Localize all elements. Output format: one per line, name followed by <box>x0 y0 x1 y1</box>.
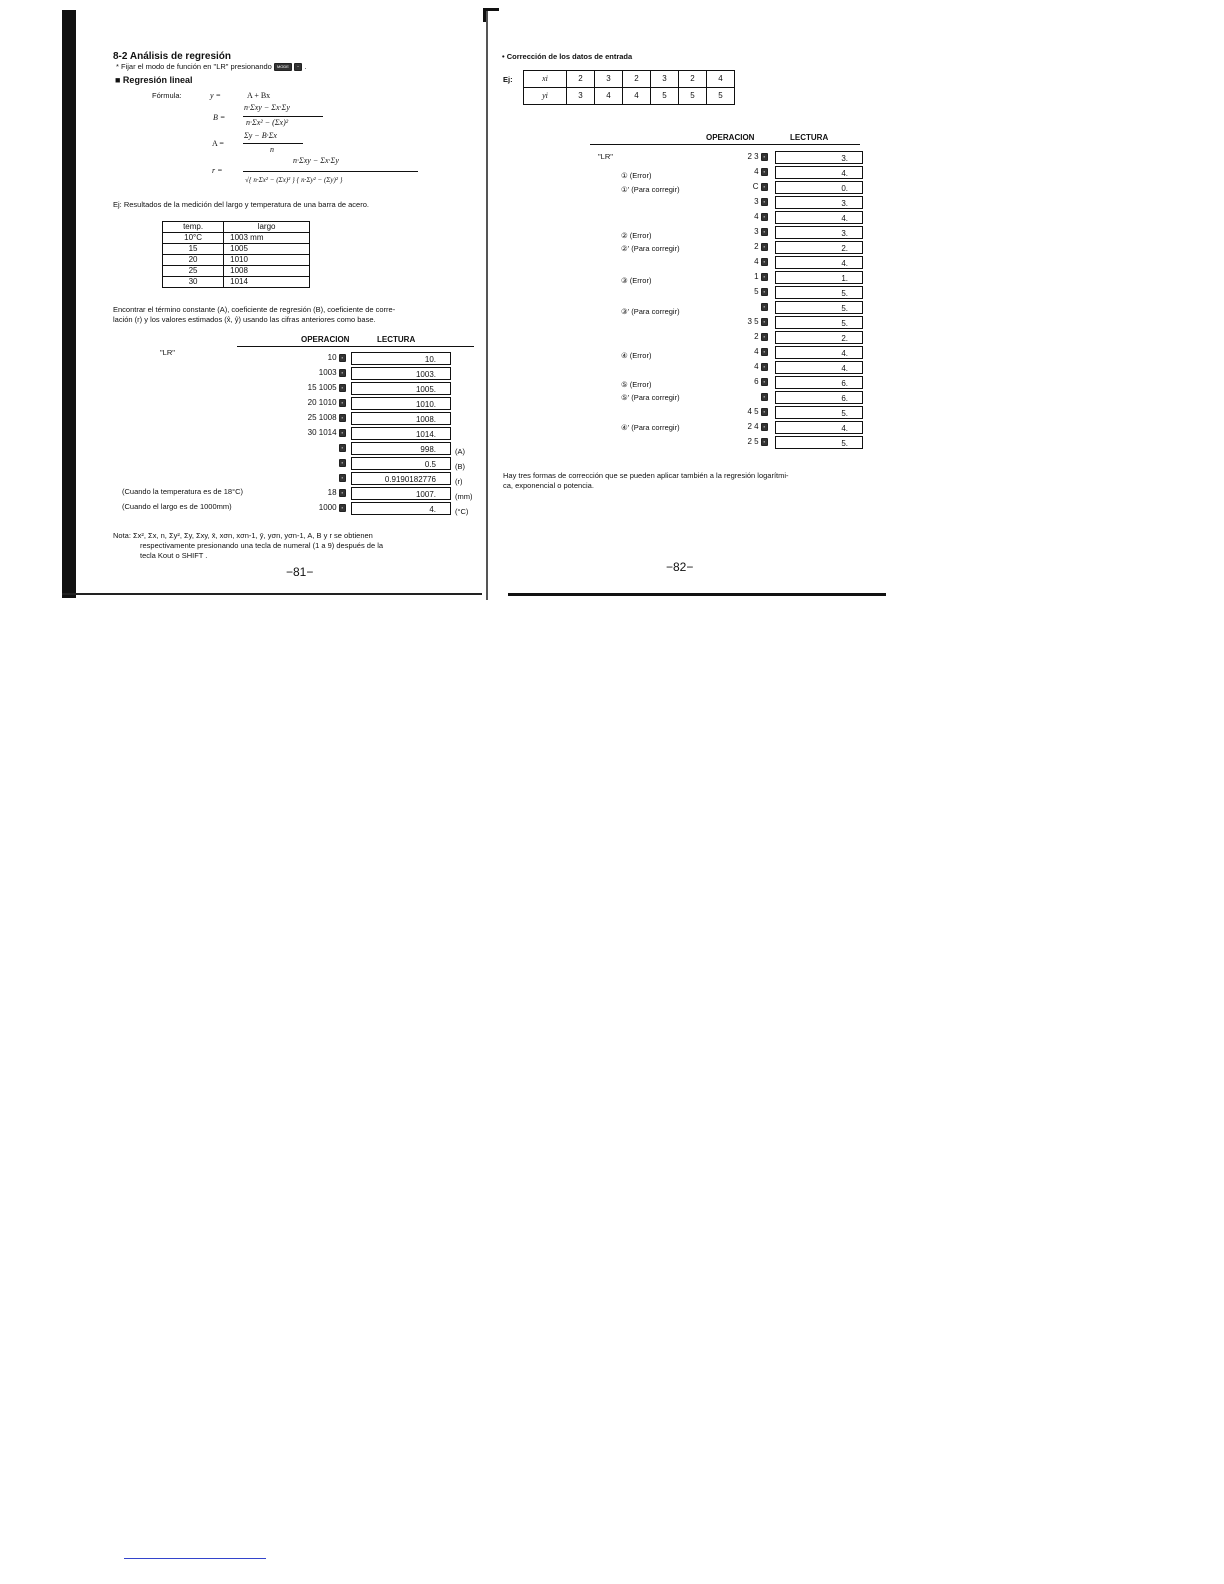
calculator-key-icon: ▪ <box>761 243 768 251</box>
reading-display: 4. <box>775 256 863 269</box>
note-line-2: respectivamente presionando una tecla de numeral (1 a 9) después de la <box>140 541 384 550</box>
row-label-xi: xi <box>524 71 567 88</box>
table-cell: 3 <box>651 71 679 88</box>
calculator-key-icon: ▪ <box>761 393 768 401</box>
reading-display: 4. <box>775 346 863 359</box>
calculator-key-icon: ▪ <box>761 408 768 416</box>
formula-a-lhs: A = <box>212 139 224 148</box>
instruction-line-2: lación (r) y los valores estimados (x̂, ŷ) usando las cifras anteriores como base. <box>113 315 376 324</box>
comment: ③ (Error) <box>621 276 652 285</box>
minus-key-icon: − <box>294 63 302 71</box>
operation-keys <box>754 362 768 371</box>
table-cell: 4 <box>707 71 735 88</box>
operation-text: 25 1008 <box>307 413 337 422</box>
reading-display: 3. <box>775 151 863 164</box>
fraction-bar <box>243 143 303 144</box>
operation-keys <box>754 347 768 356</box>
table-cell: 1010 <box>224 255 310 266</box>
calculator-key-icon: ▪ <box>761 303 768 311</box>
unit-label: (mm) <box>455 492 473 501</box>
operation-keys <box>319 503 346 512</box>
comment: ② (Error) <box>621 231 652 240</box>
reading-display: 5. <box>775 286 863 299</box>
unit-label: (°C) <box>455 507 469 516</box>
reading-display: 5. <box>775 406 863 419</box>
subsection-title: ■ Regresión lineal <box>115 75 193 85</box>
bottom-rule <box>62 593 482 595</box>
reading-display: 4. <box>775 361 863 374</box>
operation-keys <box>747 152 768 161</box>
comment: ②' (Para corregir) <box>621 244 680 253</box>
operation-keys <box>308 413 346 422</box>
formula-r-lhs: r = <box>212 166 223 175</box>
operation-keys <box>754 167 768 176</box>
page-divider <box>486 10 488 600</box>
operation-text: 4 <box>754 362 759 371</box>
comment: ⑤ (Error) <box>621 380 652 389</box>
row-label-yi: yi <box>524 88 567 105</box>
operation-text: 2 <box>754 332 759 341</box>
note-line-3: tecla Kout o SHIFT . <box>140 551 208 560</box>
comment-length: (Cuando el largo es de 1000mm) <box>122 502 232 511</box>
comment: ① (Error) <box>621 171 652 180</box>
reading-header: LECTURA <box>790 133 829 142</box>
operation-text: 4 <box>754 167 759 176</box>
reading-display: 1010. <box>351 397 451 410</box>
calculator-key-icon: ▪ <box>761 348 768 356</box>
example-label: Ej: <box>503 75 513 84</box>
operation-keys <box>747 317 768 326</box>
table-cell: 1008 <box>224 266 310 277</box>
formula-b-num: n·Σxy − Σx·Σy <box>244 103 290 112</box>
operation-text: 30 1014 <box>307 428 337 437</box>
operation-keys <box>747 407 768 416</box>
calculator-key-icon: ▪ <box>761 333 768 341</box>
formula-label: Fórmula: <box>152 91 182 100</box>
operation-header: OPERACION <box>301 335 350 344</box>
calculator-key-icon: ▪ <box>761 168 768 176</box>
comment: ①' (Para corregir) <box>621 185 680 194</box>
calculator-key-icon: ▪ <box>761 438 768 446</box>
formula-r-num: n·Σxy − Σx·Σy <box>293 156 339 165</box>
reading-display: 2. <box>775 241 863 254</box>
operation-text: 2 <box>754 242 759 251</box>
footnote-rule <box>124 1558 266 1559</box>
operation-keys <box>754 257 768 266</box>
mode-note: * Fijar el modo de función en "LR" presionando MODE − . <box>116 62 307 71</box>
operation-text: 15 1005 <box>307 383 337 392</box>
operation-text: 4 <box>754 347 759 356</box>
operation-keys <box>328 353 346 362</box>
comment: ⑤' (Para corregir) <box>621 393 680 402</box>
operation-keys <box>754 272 768 281</box>
bottom-rule <box>508 593 886 596</box>
table-row <box>163 266 310 277</box>
operation-keys <box>747 422 768 431</box>
scan-binding-edge <box>62 10 76 598</box>
operation-keys <box>328 488 346 497</box>
reading-display: 5. <box>775 301 863 314</box>
operation-text: 2 3 <box>747 152 759 161</box>
table-row <box>163 255 310 266</box>
fraction-bar <box>243 116 323 117</box>
table-row <box>163 233 310 244</box>
section-title: 8-2 Análisis de regresión <box>113 51 232 62</box>
calculator-key-icon: ▪ <box>761 213 768 221</box>
calculator-key-icon: ▪ <box>761 198 768 206</box>
reading-display: 0. <box>775 181 863 194</box>
page-number: −82− <box>666 560 694 574</box>
calculator-key-icon: ▪ <box>339 504 346 512</box>
unit-label: (A) <box>455 447 465 456</box>
operation-text: 1003 <box>318 368 337 377</box>
reading-display: 1007. <box>351 487 451 500</box>
operation-keys <box>337 443 346 452</box>
example-text: Ej: Resultados de la medición del largo y temperatura de una barra de acero. <box>113 200 369 209</box>
instruction-line-1: Encontrar el término constante (A), coeficiente de regresión (B), coeficiente de corre- <box>113 305 396 314</box>
comment-temperature: (Cuando la temperatura es de 18°C) <box>122 487 243 496</box>
formula-y-lhs: y = <box>210 91 221 100</box>
table-cell: 1005 <box>224 244 310 255</box>
table-cell: 30 <box>163 277 224 288</box>
formula-b-den: n·Σx² − (Σx)² <box>246 118 289 127</box>
calculator-key-icon: ▪ <box>761 228 768 236</box>
calculator-key-icon: ▪ <box>339 399 346 407</box>
input-data-table <box>523 70 735 105</box>
table-cell: 1014 <box>224 277 310 288</box>
formula-a-num: Σy − B·Σx <box>244 131 277 140</box>
crop-mark <box>483 8 486 22</box>
table-cell: 5 <box>651 88 679 105</box>
reading-display: 3. <box>775 196 863 209</box>
mode-note-text: * Fijar el modo de función en "LR" presionando <box>116 62 272 71</box>
calculator-key-icon: ▪ <box>339 489 346 497</box>
operation-keys <box>308 383 346 392</box>
table-row <box>524 71 735 88</box>
operation-keys <box>308 398 346 407</box>
table-cell: 4 <box>623 88 651 105</box>
unit-label: (B) <box>455 462 465 471</box>
table-cell: 1003 mm <box>224 233 310 244</box>
operation-keys <box>753 182 768 191</box>
reading-display: 1005. <box>351 382 451 395</box>
operation-header: OPERACION <box>706 133 755 142</box>
reading-display: 4. <box>351 502 451 515</box>
note-line-1: Nota: Σx², Σx, n, Σy², Σy, Σxy, x̄, xσn, xσn-1, ȳ, yσn, yσn-1, A, B y r se obtienen <box>113 531 373 540</box>
mode-key-icon: MODE <box>274 63 292 71</box>
table-row <box>524 88 735 105</box>
operation-text: 2 4 <box>747 422 759 431</box>
reading-display: 1003. <box>351 367 451 380</box>
closing-line-1: Hay tres formas de corrección que se pueden aplicar también a la regresión logarítmi- <box>503 471 789 480</box>
comment: ④ (Error) <box>621 351 652 360</box>
calculator-key-icon: ▪ <box>339 444 346 452</box>
operation-keys <box>754 197 768 206</box>
comment: ③' (Para corregir) <box>621 307 680 316</box>
correction-heading: • Corrección de los datos de entrada <box>502 52 633 61</box>
calculator-key-icon: ▪ <box>761 378 768 386</box>
reading-display: 4. <box>775 421 863 434</box>
operation-text: 3 5 <box>747 317 759 326</box>
operation-keys <box>754 287 768 296</box>
calculator-key-icon: ▪ <box>339 459 346 467</box>
operation-keys <box>319 368 346 377</box>
calculator-key-icon: ▪ <box>761 183 768 191</box>
calculator-key-icon: ▪ <box>339 354 346 362</box>
calculator-key-icon: ▪ <box>761 363 768 371</box>
table-cell: 4 <box>595 88 623 105</box>
calculator-key-icon: ▪ <box>761 288 768 296</box>
operation-keys <box>754 227 768 236</box>
table-cell: 20 <box>163 255 224 266</box>
operation-keys <box>754 242 768 251</box>
reading-display: 1. <box>775 271 863 284</box>
formula-y-rhs: A + Bx <box>247 91 271 100</box>
header-rule <box>590 144 860 145</box>
reading-display: 5. <box>775 436 863 449</box>
reading-display: 4. <box>775 211 863 224</box>
operation-keys <box>759 392 768 401</box>
table-cell: 15 <box>163 244 224 255</box>
table-cell: 10°C <box>163 233 224 244</box>
table-header: largo <box>224 222 310 233</box>
mode-label: "LR" <box>598 152 613 161</box>
reading-display: 0.5 <box>351 457 451 470</box>
table-cell: 5 <box>679 88 707 105</box>
operation-text: 20 1010 <box>307 398 337 407</box>
operation-text: 1 <box>754 272 759 281</box>
table-header: temp. <box>163 222 224 233</box>
table-cell: 5 <box>707 88 735 105</box>
fraction-bar <box>243 171 418 172</box>
calculator-key-icon: ▪ <box>339 384 346 392</box>
operation-text: 3 <box>754 227 759 236</box>
reading-display: 1014. <box>351 427 451 440</box>
operation-keys <box>754 332 768 341</box>
formula-a-den: n <box>270 145 274 154</box>
page-number: −81− <box>286 565 314 579</box>
calculator-key-icon: ▪ <box>339 429 346 437</box>
operation-keys <box>747 437 768 446</box>
operation-text: C <box>752 182 759 191</box>
operation-text: 4 5 <box>747 407 759 416</box>
operation-text: 1000 <box>318 503 337 512</box>
operation-keys <box>754 377 768 386</box>
reading-display: 1008. <box>351 412 451 425</box>
table-cell: 2 <box>679 71 707 88</box>
measurement-table <box>162 221 310 288</box>
operation-text: 4 <box>754 257 759 266</box>
unit-label: (r) <box>455 477 463 486</box>
operation-text: 18 <box>327 488 337 497</box>
operation-text: 6 <box>754 377 759 386</box>
table-row <box>163 277 310 288</box>
reading-display: 6. <box>775 376 863 389</box>
operation-keys <box>308 428 346 437</box>
calculator-key-icon: ▪ <box>761 273 768 281</box>
calculator-key-icon: ▪ <box>761 153 768 161</box>
operation-text: 4 <box>754 212 759 221</box>
reading-display: 0.9190182776 <box>351 472 451 485</box>
formula-b-lhs: B = <box>213 113 226 122</box>
comment: ④' (Para corregir) <box>621 423 680 432</box>
reading-display: 2. <box>775 331 863 344</box>
table-cell: 3 <box>567 88 595 105</box>
calculator-key-icon: ▪ <box>761 258 768 266</box>
calculator-key-icon: ▪ <box>761 318 768 326</box>
reading-display: 998. <box>351 442 451 455</box>
table-cell: 2 <box>623 71 651 88</box>
calculator-key-icon: ▪ <box>339 414 346 422</box>
table-cell: 25 <box>163 266 224 277</box>
table-row <box>163 244 310 255</box>
reading-display: 6. <box>775 391 863 404</box>
operation-text: 5 <box>754 287 759 296</box>
operation-keys <box>759 302 768 311</box>
operation-keys <box>337 473 346 482</box>
table-cell: 3 <box>595 71 623 88</box>
calculator-key-icon: ▪ <box>339 474 346 482</box>
header-rule <box>237 346 474 347</box>
reading-display: 10. <box>351 352 451 365</box>
closing-line-2: ca, exponencial o potencia. <box>503 481 594 490</box>
calculator-key-icon: ▪ <box>761 423 768 431</box>
operation-text: 3 <box>754 197 759 206</box>
formula-r-den: √{ n·Σx² − (Σx)² } { n·Σy² − (Σy)² } <box>245 176 343 184</box>
operation-keys <box>754 212 768 221</box>
reading-display: 3. <box>775 226 863 239</box>
operation-text: 10 <box>327 353 337 362</box>
mode-label: "LR" <box>160 348 175 357</box>
operation-text: 2 5 <box>747 437 759 446</box>
reading-display: 4. <box>775 166 863 179</box>
operation-keys <box>337 458 346 467</box>
table-cell: 2 <box>567 71 595 88</box>
calculator-key-icon: ▪ <box>339 369 346 377</box>
reading-display: 5. <box>775 316 863 329</box>
reading-header: LECTURA <box>377 335 416 344</box>
